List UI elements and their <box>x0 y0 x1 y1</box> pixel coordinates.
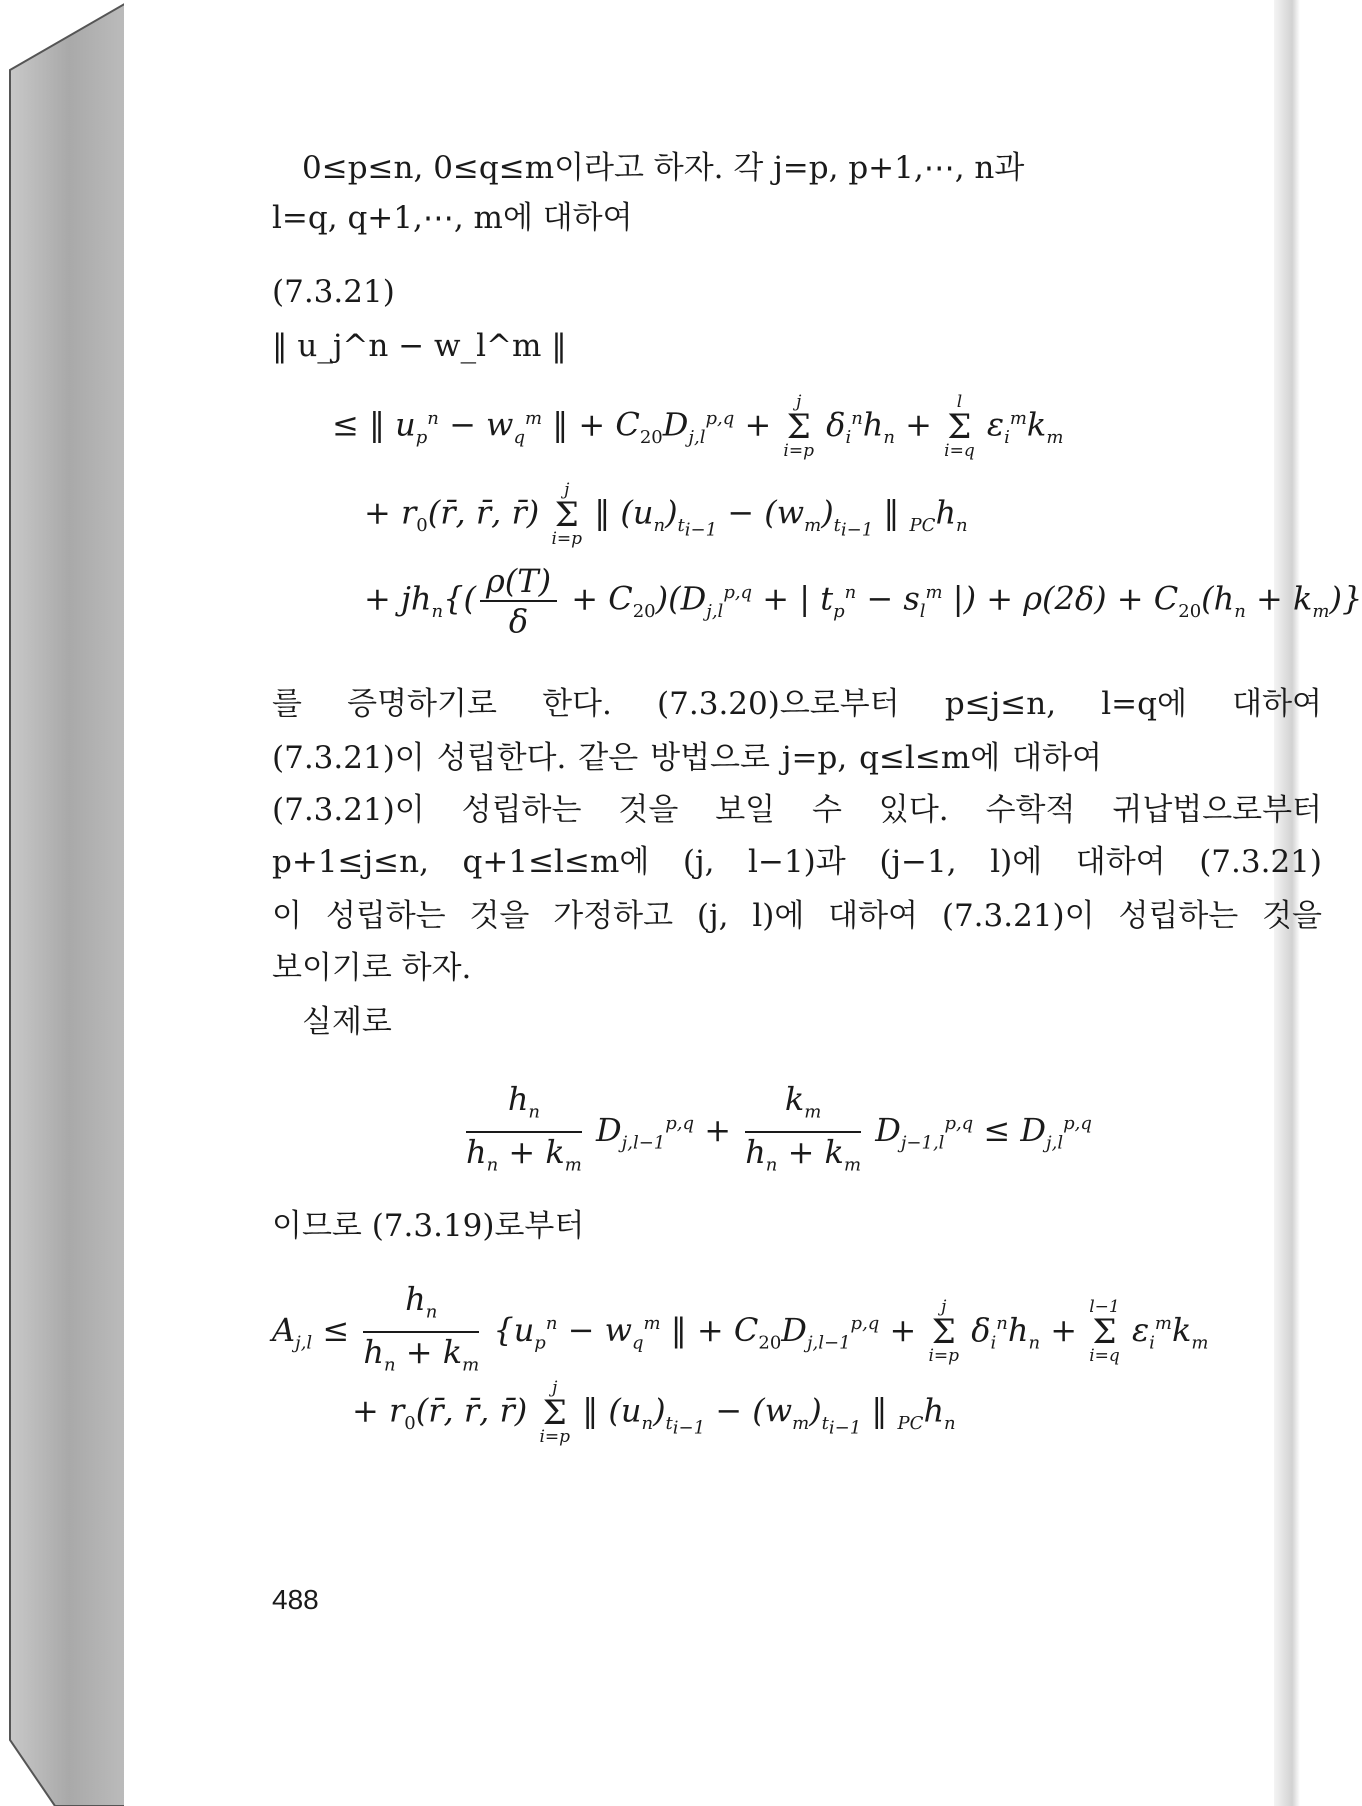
therefore-line: 이므로 (7.3.19)로부터 <box>272 1208 585 1244</box>
a-inequality-line-2: + $r_0(r̄$, r̄, r̄) j Σ i=p ‖ $(u_n)_{t_{i-1}} - (w_m)_{t_{i-1}}$ ‖ $_{PC}h_n$ <box>352 1378 956 1447</box>
paragraph-line-2: (7.3.21)이 성립한다. 같은 방법으로 j=p, q≤l≤m에 대하여 <box>272 740 1102 776</box>
paragraph-line-5: 이 성립하는 것을 가정하고 (j, l)에 대하여 (7.3.21)이 성립하는 것을 <box>272 898 1322 934</box>
page-number: 488 <box>272 1584 319 1615</box>
equation-lhs: ‖ u_j^n − w_l^m ‖ <box>272 328 567 364</box>
equation-line-2: + $r_0(r̄$, r̄, r̄) j Σ i=p ‖ $(u_n)_{t_{i-1}} - (w_m)_{t_{i-1}}$ ‖ $_{PC}h_n$ <box>364 480 968 549</box>
book-page <box>124 0 1362 1806</box>
paragraph-line-6: 보이기로 하자. <box>272 950 472 986</box>
equation-line-1: ≤ ‖ $u_p^n - w_q^m$ ‖ + $C_{20}D_{j,l}^{p,q}$ + j Σ i=p $\delta_i^nh_n$ + l Σ i=q $\varepsilon_i^mk_m$ <box>332 392 1064 461</box>
equation-line-3: + $jh_n${( $\frac{\rho(T)}{\delta}$ + $C_{20})(D_{j,l}^{p,q}$ + | $t_p^n - s_l^m$ |) + $\rho(2\delta) + C_{20}(h_n + k_m)$} <box>364 562 1362 640</box>
paragraph-line-4: p+1≤j≤n, q+1≤l≤m에 (j, l−1)과 (j−1, l)에 대하여 (7.3.21) <box>272 844 1322 880</box>
intro-line-1: 0≤p≤n, 0≤q≤m이라고 하자. 각 j=p, p+1,⋯, n과 <box>302 150 1025 186</box>
a-inequality-line-1: $A_{j,l}$ ≤ $\frac{h_n}{h_n + k_m}$ {$u_p^n - w_q^m$ ‖ + $C_{20}D_{j,l-1}^{p,q}$ + j Σ i=p $\delta_i^nh_n$ + l−1 Σ i=q $\varepsilon_i^mk_m$ <box>272 1280 1209 1376</box>
inequality-display: $\frac{h_n}{h_n + k_m}$ $D_{j,l-1}^{p,q}$ + $\frac{k_m}{h_n + k_m}$ $D_{j-1,l}^{p,q} \le D_{j,l}^{p,q}$ <box>466 1080 1092 1176</box>
paragraph-line-3: (7.3.21)이 성립하는 것을 보일 수 있다. 수학적 귀납법으로부터 <box>272 792 1322 828</box>
paragraph-line-1: 를 증명하기로 한다. (7.3.20)으로부터 p≤j≤n, l=q에 대하여 <box>272 686 1322 722</box>
equation-label: (7.3.21) <box>272 274 395 310</box>
intro-line-2: l=q, q+1,⋯, m에 대하여 <box>272 200 633 236</box>
book-spine <box>0 0 130 1806</box>
indeed-label: 실제로 <box>302 1004 392 1040</box>
